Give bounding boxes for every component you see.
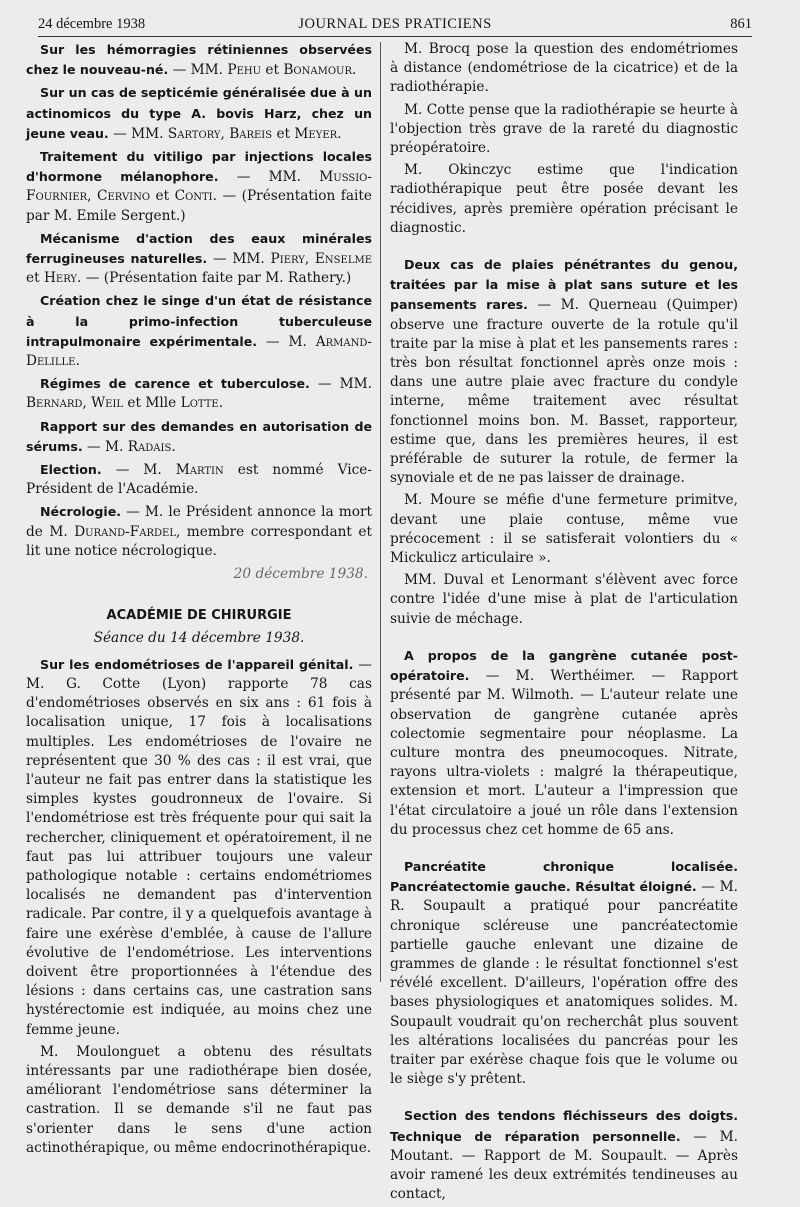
item-moulonguet: M. Moulonguet a obtenu des résultats intéressants par une radiothérape bien dosée, améliorant l'endométriose sans déterminer la castration. Il se demande s'il ne faut pas s'orienter dans le sens d'une action actinothérapique, ou même endocrinothérapique. — [26, 1043, 372, 1156]
column-divider — [380, 42, 381, 982]
academie-heading: ACADÉMIE DE CHIRURGIE — [106, 608, 292, 624]
right-column — [390, 40, 738, 1207]
item-duval: MM. Duval et Lenormant s'élèvent avec force contre l'idée d'une mise à plat de l'articulation suivie de méchage. — [390, 572, 738, 627]
seance-date: Séance du 14 décembre 1938. — [93, 630, 305, 647]
item-genou: Deux cas de plaies pénétrantes du genou, traitées par la mise à plat sans suture et les pansements rares. — M. Querneau (Quimper) observe une fracture ouverte de la rotule qu'il traite par la mise à plat et les pansements rares : très bon résultat fonctionnel après onze mois : dans une autre plaie avec fracture du condyle interne, même traitement avec résultat fonctionnel moins bon. M. Basset, rapporteur, estime que, dans les premières heures, il est préférable de suturer la rotule, de fermer la synoviale et de ne pas laisser de drainage. — [390, 257, 738, 487]
item-vitiligo: Traitement du vitiligo par injections locales d'hormone mélanophore. — MM. Mussio-Fournier, Cervino et Conti. — (Présentation faite par M. Emile Sergent.) — [26, 149, 372, 224]
signature-date: 20 décembre 1938. — [233, 566, 368, 583]
item-eaux-minerales: Mécanisme d'action des eaux minérales ferrugineuses naturelles. — MM. Piery, Enselme et Hery. — (Présentation faite par M. Rathery.) — [26, 230, 373, 287]
item-regimes-carence: Régimes de carence et tuberculose. — MM. Bernard, Weil et Mlle Lotte. — [26, 376, 372, 412]
item-pancreatite: Pancréatite chronique localisée. Pancréatectomie gauche. Résultat éloigné. — M. R. Soupault a pratiqué pour pancréatite chronique scléreuse une pancréatectomie partielle gauche enlevant une dizaine de grammes de glande : le résultat fonctionnel s'est révélé excellent. D'ailleurs, l'opération offre des bases physiologiques et anatomiques solides. M. Soupault voudrait qu'on recherchât plus souvent les altérations localisées du pancréas pour les traiter par exérèse chaque fois que le volume ou le siège s'y prêtent. — [390, 858, 738, 1088]
left-column — [26, 40, 372, 1161]
item-necrologie: Nécrologie. — M. le Président annonce la mort de M. Durand-Fardel, membre correspondant et lit une notice nécrologique. — [26, 504, 373, 559]
item-gangrene: A propos de la gangrène cutanée post-opératoire. — M. Werthéimer. — Rapport présenté par M. Wilmoth. — L'auteur relate une observation de gangrène cutanée après colectomie segmentaire pour néoplasme. La culture montra des pneumocoques. Nitrate, rayons ultra-violets : malgré la thérapeutique, extension et mort. L'auteur a l'impression que l'état circulatoire a joué un rôle dans l'extension du processus chez cet homme de 65 ans. — [390, 647, 738, 838]
page-header — [38, 14, 752, 36]
item-hemorragies: Sur les hémorragies rétiniennes observées chez le nouveau-né. — MM. Pehu et Bonamour. — [26, 42, 372, 79]
item-election: Election. — M. Martin est nommé Vice-Président de l'Académie. — [26, 462, 372, 498]
item-cotte: M. Cotte pense que la radiothérapie se heurte à l'objection très grave de la rareté du diagnostic préopératoire. — [390, 101, 738, 157]
item-moure: M. Moure se méfie d'une fermeture primitve, devant une plaie contuse, même vue précocement : il se satisferait volontiers du « Mickulicz articulaire ». — [390, 492, 738, 567]
header-rule — [38, 36, 752, 37]
item-brocq: M. Brocq pose la question des endométriomes à distance (endométriose de la cicatrice) et de la radiothérapie. — [390, 41, 738, 96]
item-septicemie: Sur un cas de septicémie généralisée due à un actinomicos du type A. bovis Harz, chez un jeune veau. — MM. Sartory, Bareis et Meyer. — [26, 85, 372, 142]
header-date: 24 décembre 1938 — [38, 16, 146, 32]
item-rapport-serums: Rapport sur des demandes en autorisation de sérums. — M. Radais. — [26, 418, 372, 455]
header-page-number: 861 — [730, 16, 752, 32]
item-tendons: Section des tendons fléchisseurs des doigts. Technique de réparation personnelle. — M. Moutant. — Rapport de M. Soupault. — Après avoir ramené les deux extrémités tendineuses au contact, — [390, 1108, 738, 1203]
item-okinczyc: M. Okinczyc estime que l'indication radiothérapique peut être posée devant les récidives, après première opération précisant le diagnostic. — [390, 162, 738, 236]
item-endometrioses: Sur les endométrioses de l'appareil génital. — M. G. Cotte (Lyon) rapporte 78 cas d'endométrioses observés en six ans : 61 fois à localisation unique, 17 fois à localisations multiples. Les endométrioses de l'ovaire ne représentent que 30 % des cas : il est vrai, que l'auteur ne fait pas entrer dans la statistique les simples kystes goudronneux de l'ovaire. Si l'endométriose est très fréquente pour qui sait la rechercher, cliniquement et opératoirement, il ne faut pas lui attribuer toujours une valeur pathologique notable : certains endométriomes localisés ne demandent pas d'intervention radicale. Par contre, il y a quelquefois avantage à faire une exérèse d'emblée, à cause de l'allure évolutive de l'endométriose. Les interventions doivent être proportionnées à l'étendue des lésions : dans certains cas, une castration sans hystérectomie est indiquée, au moins chez une femme jeune. — [26, 656, 372, 1038]
item-singe-tuberculose: Création chez le singe d'un état de résistance à la primo-infection tuberculeuse intrapulmonaire expérimentale. — M. Armand-Delille. — [26, 293, 372, 370]
header-title: JOURNAL DES PRATICIENS — [298, 16, 492, 32]
